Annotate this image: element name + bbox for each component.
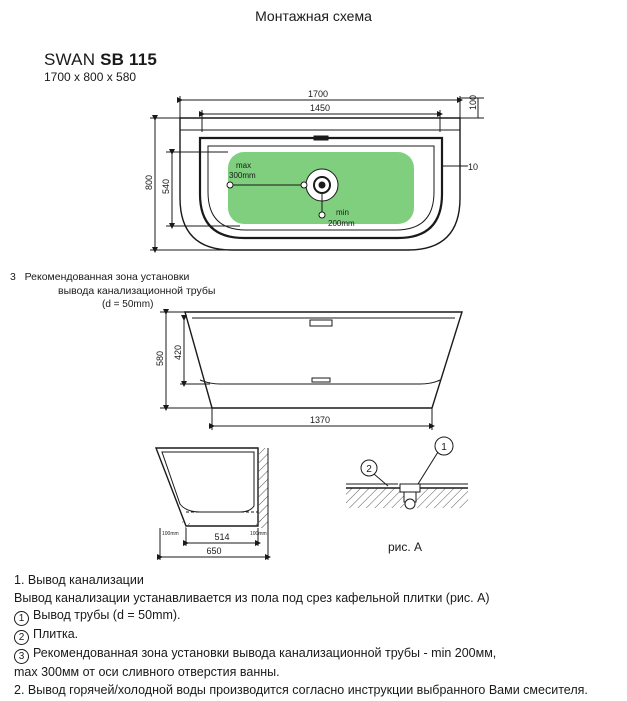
end-tub-shell — [156, 448, 258, 526]
model-code: SB 115 — [100, 50, 158, 69]
dim-10: 10 — [468, 162, 479, 172]
dim-650: 650 — [206, 546, 222, 556]
callout-1: 1 — [441, 442, 447, 453]
note-2: 2. Вывод горячей/холодной воды производится согласно инструкции выбранного Вами смесителя. — [14, 682, 588, 697]
detail-a — [346, 437, 468, 509]
note-callout-2 — [14, 626, 588, 645]
note-1-description: Вывод канализации устанавливается из пола под срез кафельной плитки (рис. А) — [14, 590, 490, 605]
note-callout-2-text: Плитка. — [33, 627, 79, 642]
note-callout-1-text: Вывод трубы (d = 50mm). — [33, 608, 181, 623]
side-view — [160, 312, 462, 430]
top-view — [150, 96, 484, 250]
dim-1700: 1700 — [307, 89, 329, 99]
end-view — [156, 448, 268, 560]
note-callout-3-cont: max 300мм от оси сливного отверстия ванны. — [14, 665, 280, 680]
dim-580: 580 — [155, 350, 165, 366]
note-callout-1 — [14, 607, 588, 626]
note-1: 1. Вывод канализации — [14, 573, 144, 587]
dim-left-small: 100mm — [162, 531, 179, 537]
zone-note-line2: вывода канализационной трубы — [58, 285, 216, 297]
dim-1370: 1370 — [309, 415, 331, 425]
circle-3: 3 — [14, 649, 29, 664]
label-max-value: 300mm — [229, 171, 256, 180]
dim-100: 100 — [468, 94, 478, 110]
circle-1: 1 — [14, 611, 29, 626]
note-callout-3-text: Рекомендованная зона установки вывода канализационной трубы - min 200мм, — [33, 646, 497, 661]
dim-1450: 1450 — [309, 103, 331, 113]
dim-800: 800 — [144, 174, 154, 190]
callout-2: 2 — [366, 464, 372, 475]
dim-514: 514 — [214, 532, 230, 542]
label-min-value: 200mm — [328, 219, 355, 228]
note-callout-3 — [14, 645, 588, 664]
dim-420: 420 — [173, 344, 183, 360]
label-min: min — [336, 208, 349, 217]
figure-a-caption: рис. А — [388, 540, 423, 554]
dim-540: 540 — [161, 178, 171, 194]
label-max: max — [236, 161, 252, 170]
installation-notes — [14, 572, 588, 699]
model-dimensions: 1700 x 800 x 580 — [44, 70, 137, 84]
zone-note-line3: (d = 50mm) — [102, 299, 154, 310]
model-series: SWAN — [44, 50, 96, 69]
overflow-mark — [314, 136, 328, 140]
page-title: Монтажная схема — [255, 8, 372, 24]
dim-right-small: 100mm — [250, 531, 267, 537]
circle-2: 2 — [14, 630, 29, 645]
zone-note-line1: Рекомендованная зона установки — [24, 271, 190, 283]
zone-note — [10, 270, 215, 312]
zone-note-number: 3 — [10, 271, 16, 283]
